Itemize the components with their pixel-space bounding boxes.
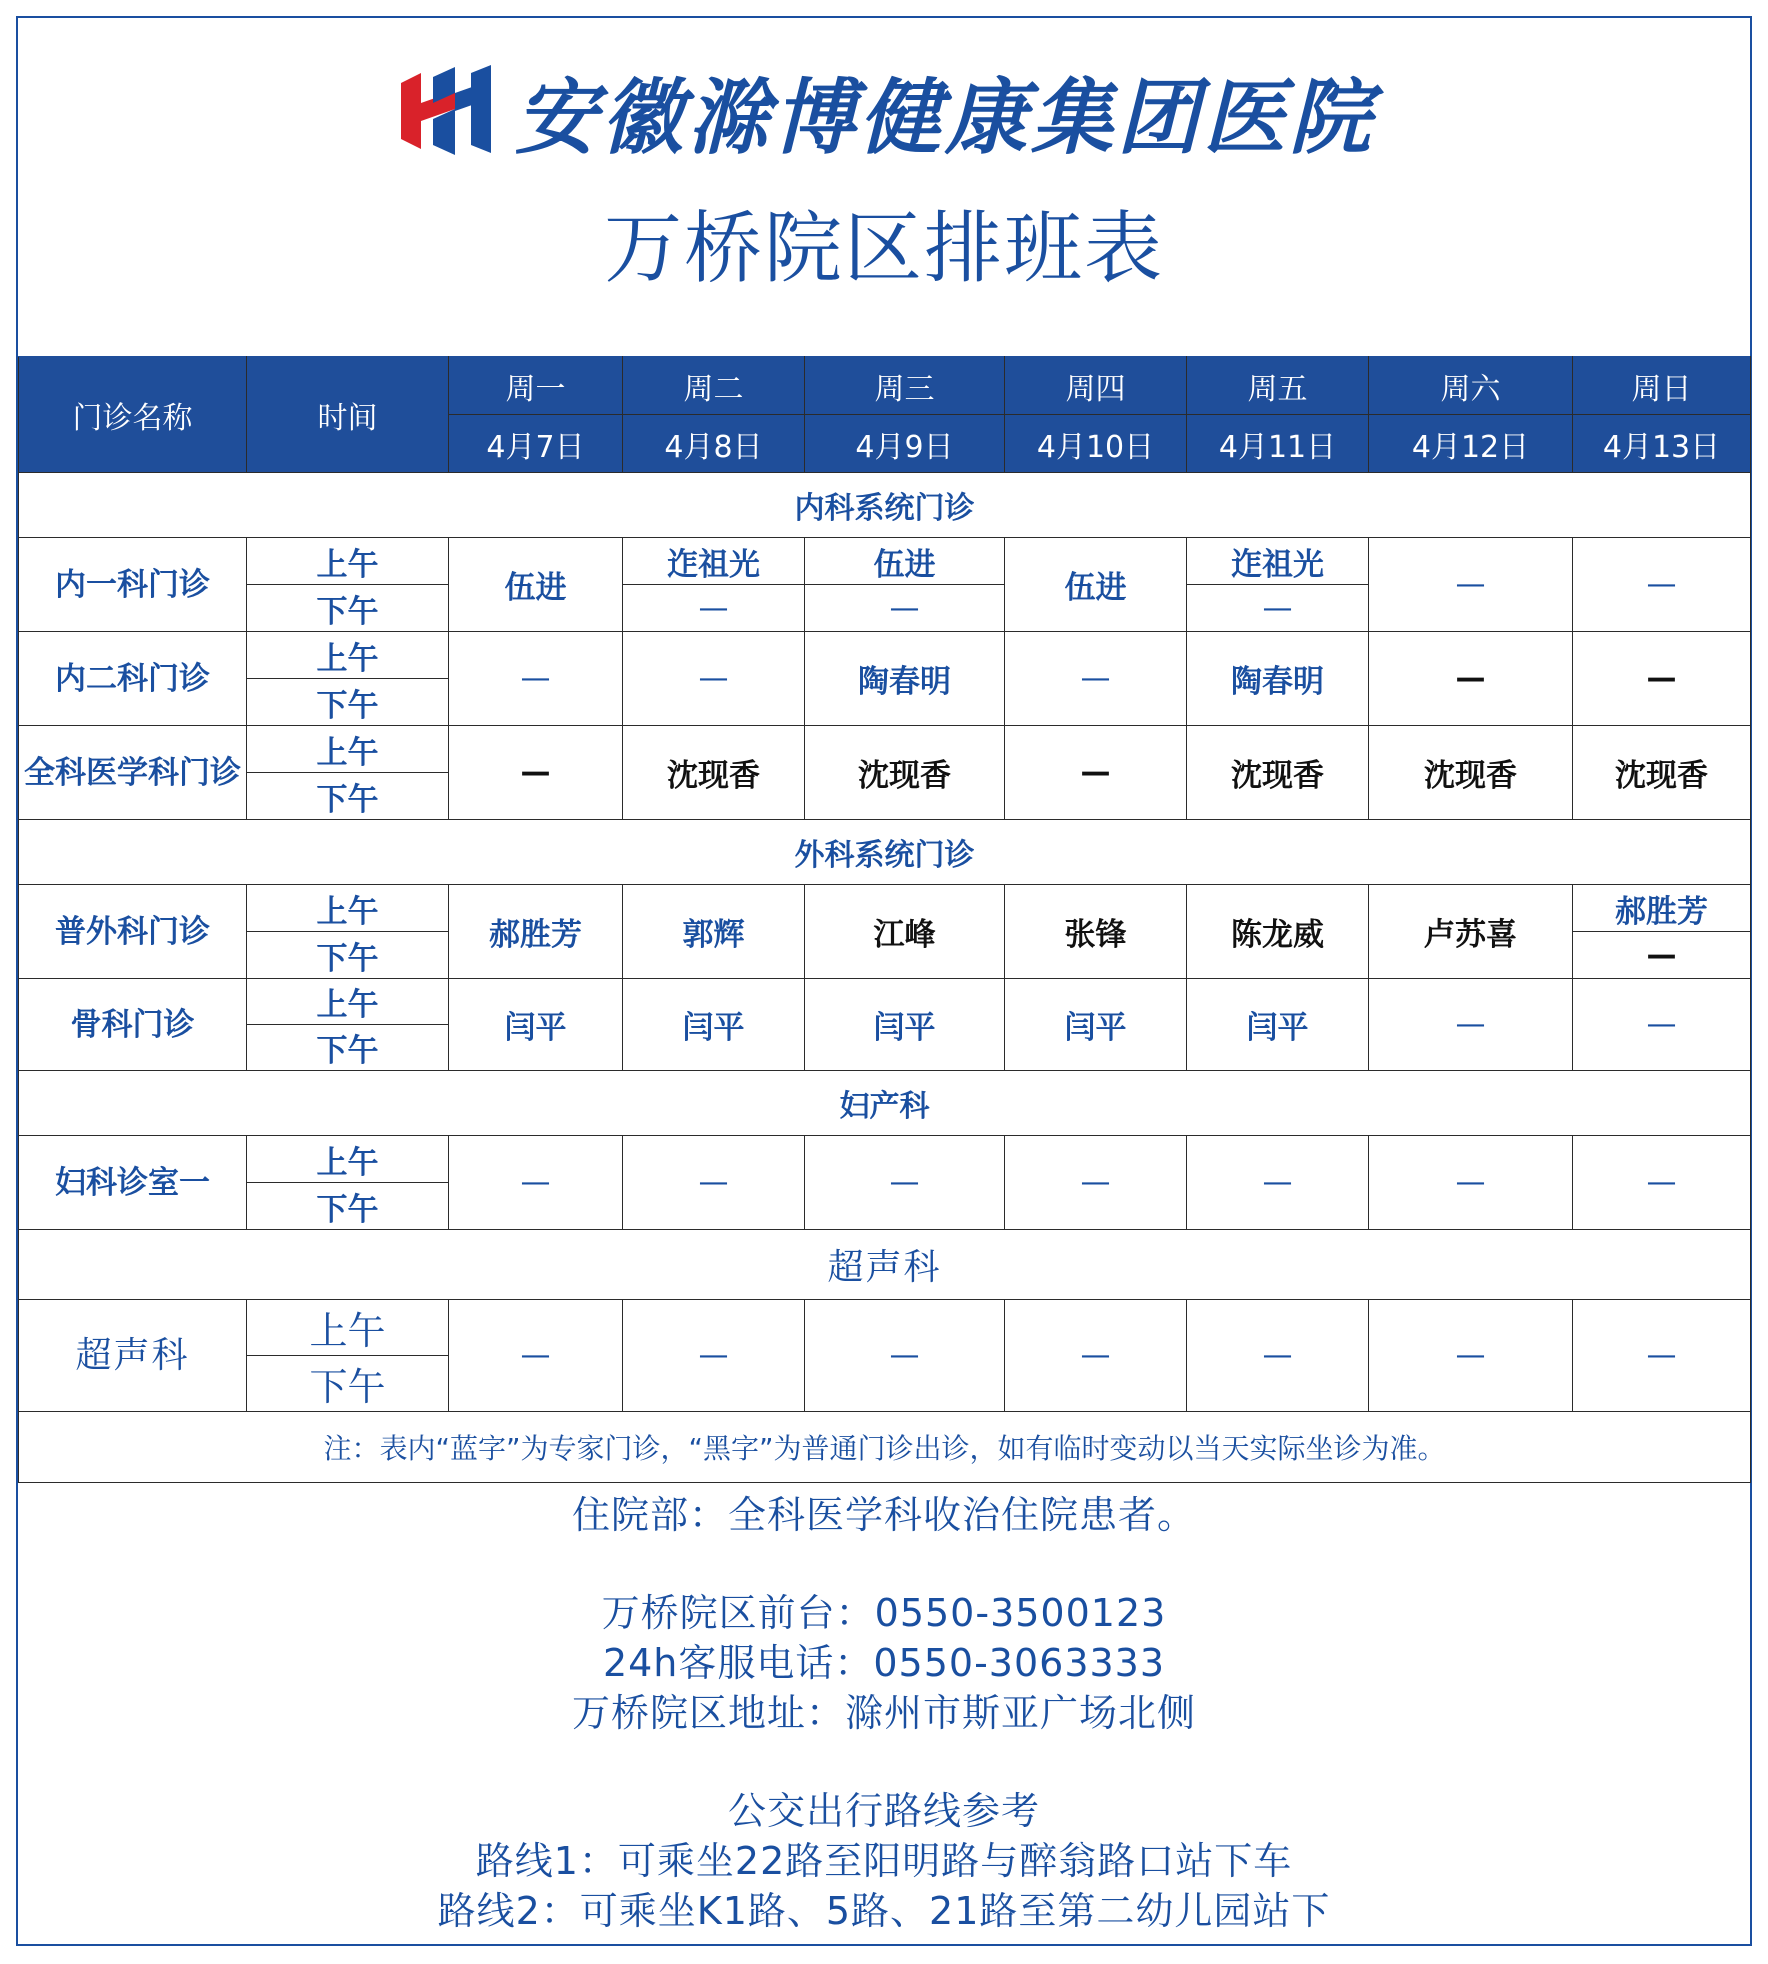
schedule-sheet <box>16 16 1752 1946</box>
date-thu: 4月10日 <box>1005 415 1187 473</box>
time-am: 上午 <box>247 1300 449 1356</box>
cell-guke-wed: 闫平 <box>805 979 1005 1071</box>
cell-fuke-sun: — <box>1573 1136 1751 1230</box>
footer-info <box>18 1490 1750 1936</box>
dept-name-guke: 骨科门诊 <box>19 979 247 1071</box>
cell-puwai-sat: 卢苏喜 <box>1369 885 1573 979</box>
section-title-ultrasound: 超声科 <box>19 1230 1751 1300</box>
time-am: 上午 <box>247 1136 449 1183</box>
weekday-sat: 周六 <box>1369 357 1573 415</box>
cell-quanke-sat: 沈现香 <box>1369 726 1573 820</box>
cell-nei1-fri-pm: — <box>1187 585 1369 632</box>
section-title-surgery: 外科系统门诊 <box>19 820 1751 885</box>
hotline-phone: 24h客服电话：0550-3063333 <box>602 1641 1166 1685</box>
time-pm: 下午 <box>247 1025 449 1071</box>
cell-chaosheng-sat: — <box>1369 1300 1573 1412</box>
cell-fuke-tue: — <box>623 1136 805 1230</box>
table-row <box>19 979 1751 1025</box>
date-tue: 4月8日 <box>623 415 805 473</box>
cell-guke-thu: 闫平 <box>1005 979 1187 1071</box>
cell-guke-mon: 闫平 <box>449 979 623 1071</box>
date-mon: 4月7日 <box>449 415 623 473</box>
cell-chaosheng-tue: — <box>623 1300 805 1412</box>
time-pm: 下午 <box>247 679 449 726</box>
cell-fuke-thu: — <box>1005 1136 1187 1230</box>
time-pm: 下午 <box>247 1183 449 1230</box>
cell-puwai-thu: 张锋 <box>1005 885 1187 979</box>
cell-nei1-wed-pm: — <box>805 585 1005 632</box>
cell-chaosheng-thu: — <box>1005 1300 1187 1412</box>
dept-name-nei1: 内一科门诊 <box>19 538 247 632</box>
cell-quanke-mon: — <box>449 726 623 820</box>
cell-guke-tue: 闫平 <box>623 979 805 1071</box>
time-pm: 下午 <box>247 1356 449 1412</box>
time-pm: 下午 <box>247 932 449 979</box>
weekday-thu: 周四 <box>1005 357 1187 415</box>
time-pm: 下午 <box>247 585 449 632</box>
cell-chaosheng-fri: — <box>1187 1300 1369 1412</box>
cell-nei1-tue-am: 迮祖光 <box>623 538 805 585</box>
cell-puwai-wed: 江峰 <box>805 885 1005 979</box>
sheet-header <box>18 18 1750 356</box>
cell-quanke-fri: 沈现香 <box>1187 726 1369 820</box>
cell-nei1-thu: 伍进 <box>1005 538 1187 632</box>
cell-puwai-fri: 陈龙威 <box>1187 885 1369 979</box>
header-row-weekdays <box>19 357 1751 415</box>
cell-puwai-tue: 郭辉 <box>623 885 805 979</box>
bus-route-title: 公交出行路线参考 <box>727 1789 1040 1833</box>
cell-puwai-mon: 郝胜芳 <box>449 885 623 979</box>
section-row-obgyn <box>19 1071 1751 1136</box>
cell-nei2-wed: 陶春明 <box>805 632 1005 726</box>
cell-nei2-mon: — <box>449 632 623 726</box>
cell-puwai-sun-am: 郝胜芳 <box>1573 885 1751 932</box>
cell-quanke-wed: 沈现香 <box>805 726 1005 820</box>
date-fri: 4月11日 <box>1187 415 1369 473</box>
table-row <box>19 1300 1751 1356</box>
dept-name-nei2: 内二科门诊 <box>19 632 247 726</box>
table-row <box>19 885 1751 932</box>
hospital-name: 安徽滁博健康集团医院 <box>515 69 1375 166</box>
date-sat: 4月12日 <box>1369 415 1573 473</box>
cell-fuke-mon: — <box>449 1136 623 1230</box>
cell-nei2-fri: 陶春明 <box>1187 632 1369 726</box>
cell-guke-sun: — <box>1573 979 1751 1071</box>
inpatient-info: 住院部：全科医学科收治住院患者。 <box>571 1493 1196 1537</box>
dept-name-quanke: 全科医学科门诊 <box>19 726 247 820</box>
campus-address: 万桥院区地址：滁州市斯亚广场北侧 <box>571 1691 1196 1735</box>
cell-nei1-fri-am: 迮祖光 <box>1187 538 1369 585</box>
cell-quanke-tue: 沈现香 <box>623 726 805 820</box>
cell-nei1-sat: — <box>1369 538 1573 632</box>
cell-nei2-tue: — <box>623 632 805 726</box>
cell-nei1-sun: — <box>1573 538 1751 632</box>
col-header-time: 时间 <box>247 357 449 473</box>
time-am: 上午 <box>247 979 449 1025</box>
table-row <box>19 538 1751 585</box>
table-row <box>19 1136 1751 1183</box>
weekday-sun: 周日 <box>1573 357 1751 415</box>
cell-nei1-wed-am: 伍进 <box>805 538 1005 585</box>
logo-row <box>18 56 1750 166</box>
table-row <box>19 726 1751 773</box>
date-sun: 4月13日 <box>1573 415 1751 473</box>
section-row-internal <box>19 473 1751 538</box>
cell-chaosheng-mon: — <box>449 1300 623 1412</box>
weekday-fri: 周五 <box>1187 357 1369 415</box>
cell-quanke-sun: 沈现香 <box>1573 726 1751 820</box>
section-row-ultrasound <box>19 1230 1751 1300</box>
weekday-mon: 周一 <box>449 357 623 415</box>
section-title-internal: 内科系统门诊 <box>19 473 1751 538</box>
dept-name-fuke: 妇科诊室一 <box>19 1136 247 1230</box>
cell-nei1-tue-pm: — <box>623 585 805 632</box>
cell-quanke-thu: — <box>1005 726 1187 820</box>
section-row-surgery <box>19 820 1751 885</box>
schedule-note: 注：表内“蓝字”为专家门诊，“黑字”为普通门诊出诊，如有临时变动以当天实际坐诊为准。 <box>19 1412 1751 1483</box>
cell-fuke-wed: — <box>805 1136 1005 1230</box>
cell-fuke-fri: — <box>1187 1136 1369 1230</box>
cell-nei2-sun: — <box>1573 632 1751 726</box>
note-row <box>19 1412 1751 1483</box>
time-am: 上午 <box>247 885 449 932</box>
bus-route-2: 路线2：可乘坐K1路、5路、21路至第二幼儿园站下 <box>437 1889 1331 1933</box>
page-title: 万桥院区排班表 <box>603 204 1164 294</box>
cell-puwai-sun-pm: — <box>1573 932 1751 979</box>
hospital-logo-icon <box>393 63 497 159</box>
date-wed: 4月9日 <box>805 415 1005 473</box>
weekday-wed: 周三 <box>805 357 1005 415</box>
cell-guke-fri: 闫平 <box>1187 979 1369 1071</box>
dept-name-chaosheng: 超声科 <box>19 1300 247 1412</box>
col-header-dept: 门诊名称 <box>19 357 247 473</box>
section-title-obgyn: 妇产科 <box>19 1071 1751 1136</box>
cell-nei1-mon: 伍进 <box>449 538 623 632</box>
time-am: 上午 <box>247 726 449 773</box>
schedule-table <box>18 356 1751 1483</box>
bus-route-1: 路线1：可乘坐22路至阳明路与醉翁路口站下车 <box>475 1839 1293 1883</box>
cell-chaosheng-wed: — <box>805 1300 1005 1412</box>
weekday-tue: 周二 <box>623 357 805 415</box>
time-am: 上午 <box>247 538 449 585</box>
time-am: 上午 <box>247 632 449 679</box>
cell-nei2-sat: — <box>1369 632 1573 726</box>
cell-chaosheng-sun: — <box>1573 1300 1751 1412</box>
front-desk-phone: 万桥院区前台：0550-3500123 <box>601 1591 1167 1635</box>
table-row <box>19 632 1751 679</box>
cell-nei2-thu: — <box>1005 632 1187 726</box>
cell-fuke-sat: — <box>1369 1136 1573 1230</box>
cell-guke-sat: — <box>1369 979 1573 1071</box>
time-pm: 下午 <box>247 773 449 820</box>
dept-name-puwai: 普外科门诊 <box>19 885 247 979</box>
